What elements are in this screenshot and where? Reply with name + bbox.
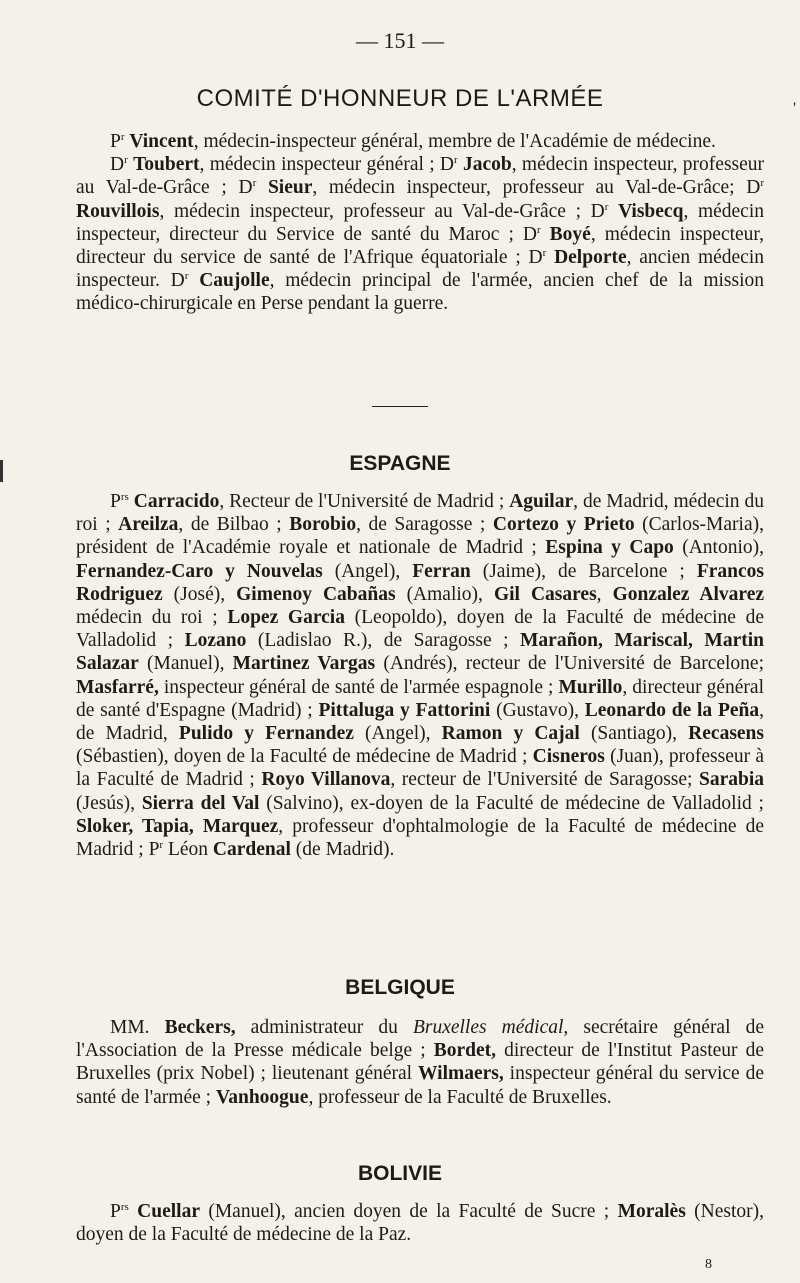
title-abbrev: r [454,154,458,167]
body-text: (Ladislao R.), de Saragosse ; [246,630,521,652]
body-text: (Salvino), ex-doyen de la Faculté de médecine de Valladolid ; [259,792,764,814]
name-text: Recasens [688,723,764,745]
body-text: (de Madrid). [290,839,395,861]
title-abbrev: r [124,154,128,167]
name-text: Pittaluga y Fattorini [318,699,491,721]
name-text: Jacob [462,154,512,176]
body-text: (Antonio), [673,537,765,559]
body-text: , médecin inspecteur, directeur du Service de santé du Maroc ; D [76,200,764,245]
name-text: Visbecq [618,200,684,222]
body-text: (José), [162,583,237,605]
name-text: Toubert [133,154,200,176]
body-text: , médecin principal de l'armée, ancien chef de la mission médico-chirurgicale en Perse pendant la guerre. [76,270,764,315]
espagne-paragraph [76,490,764,861]
name-text: Sieur [267,177,313,199]
body-text: (Gustavo), [490,699,585,721]
name-text: Delporte [554,247,627,269]
body-text: , professeur d'ophtalmologie de la Faculté de médecine de Madrid ; P [76,815,764,861]
body-text: , recteur de l'Université de Saragosse; [390,769,699,791]
body-text: , [596,583,613,605]
body-text: , médecin-inspecteur général, membre de l'Académie de médecine. [193,131,716,152]
body-text: (Jesús), [76,792,142,814]
body-text: Léon [163,839,213,861]
body-text: (Carlos-Maria), président de l'Académie royale et nationale de Madrid ; [76,514,764,559]
title-abbrev: rs [120,1201,129,1213]
name-text: Leonardo de la Peña [584,699,760,721]
body-text: D [110,154,125,176]
armee-section [76,130,764,316]
name-text: Caujolle [199,270,270,292]
name-text: Sarabia [699,769,765,791]
name-text: Sloker, Tapia, Marquez [76,815,279,837]
name-text: Vincent [129,131,194,152]
belgique-paragraph [76,1016,764,1109]
name-text: Royo Villanova [261,769,391,791]
name-text: Martinez Vargas [232,653,376,675]
name-text: Carracido [133,491,220,512]
belgique-section [76,1016,764,1109]
name-text: Borobio [289,514,357,536]
name-text: Beckers, [164,1017,236,1038]
body-text: , médecin inspecteur, professeur au Val-de-Grâce; D [312,177,761,199]
body-text: (Santiago), [579,723,689,745]
body-text [546,247,554,268]
body-text: P [110,131,121,152]
armee-paragraph-1 [76,130,764,153]
body-text: , de Saragosse ; [356,514,493,536]
italic-text: Bruxelles médical [412,1017,564,1038]
name-text: Gimenoy Cabañas [236,583,396,605]
body-text [256,177,268,198]
page-title: COMITÉ D'HONNEUR DE L'ARMÉE [196,85,604,112]
body-text: , ancien médecin inspecteur. D [76,247,764,292]
body-text: P [110,491,121,512]
heading-belgique: BELGIQUE [345,976,455,999]
page-number: — 151 — [356,28,444,53]
name-text: Moralès [617,1201,686,1222]
title-abbrev: r [184,270,189,283]
name-text: Cisneros [532,746,605,768]
body-text: , directeur général de santé d'Espagne (Madrid) ; [76,676,764,721]
heading-espagne: ESPAGNE [349,452,451,475]
name-text: Fernandez-Caro y Nouvelas [76,560,323,582]
body-text: (Amalio), [395,583,494,605]
title-abbrev: r [252,177,257,190]
body-text: (Sébastien), doyen de la Faculté de médecine de Madrid ; [76,746,533,768]
title-abbrev: r [536,223,541,236]
body-text: (Nestor), doyen de la Faculté de médecine de la Paz. [76,1201,765,1246]
name-text: Espina y Capo [545,537,674,559]
name-text: Bordet, [433,1040,497,1062]
body-text: (Andrés), recteur de l'Université de Barcelone; [375,653,764,675]
body-text: , médecin inspecteur général ; D [199,154,454,176]
body-text: (Leopoldo), doyen de la Faculté de médecine de Valladolid ; [76,607,764,652]
body-text: P [110,1201,121,1222]
name-text: Sierra del Val [141,792,260,814]
body-text: , secrétaire général de l'Association de la Presse médicale belge ; [76,1017,764,1062]
name-text: Cardenal [212,839,291,861]
signature-mark: 8 [705,1257,712,1272]
name-text: Gil Casares [493,583,597,605]
body-text [541,224,550,245]
title-abbrev: r [604,200,609,213]
name-text: Rouvillois [76,200,160,222]
body-text: , Recteur de l'Université de Madrid ; [219,491,510,512]
heading-bolivie: BOLIVIE [357,1162,442,1185]
name-text: Lopez Garcia [227,607,345,629]
bolivie-section [76,1200,764,1246]
body-text: , professeur de la Faculté de Bruxelles. [308,1086,612,1108]
name-text: Areilza [118,514,179,536]
body-text: (Manuel), ancien doyen de la Faculté de Sucre ; [200,1201,618,1222]
name-text: Aguilar [509,491,574,512]
title-abbrev: r [120,131,125,143]
title-abbrev: r [760,177,765,190]
body-text: administrateur du [235,1017,413,1038]
bolivie-paragraph [76,1200,764,1246]
name-text: Vanhoogue [215,1086,309,1108]
section-divider [372,406,428,407]
name-text: Pulido y Fernandez [178,723,354,745]
body-text: , médecin inspecteur, professeur au Val-de-Grâce ; D [159,200,605,222]
name-text: Gonzalez Alvarez [612,583,764,605]
body-text: , médecin inspecteur, professeur au Val-de-Grâce ; D [76,154,765,199]
body-text: inspecteur général du service de santé de l'armée ; [76,1063,764,1108]
armee-paragraph-2 [76,153,764,315]
name-text: Murillo [558,676,623,698]
name-text: Cuellar [137,1201,200,1222]
body-text [188,270,199,291]
body-text [129,1201,137,1222]
espagne-section [76,490,764,861]
body-text: (Juan), professeur à la Faculté de Madrid ; [76,746,765,791]
title-abbrev: r [159,839,164,852]
body-text: , de Madrid, [76,699,764,745]
body-text: (Angel), [322,560,413,582]
body-text: MM. [110,1017,165,1038]
name-text: Boyé [549,223,591,245]
title-abbrev: r [542,247,547,260]
body-text: , de Bilbao ; [178,514,290,536]
body-text: (Angel), [353,723,442,745]
name-text: Wilmaers, [418,1063,504,1085]
title-abbrev: rs [120,491,129,503]
body-text: , de Madrid, médecin du roi ; [76,491,764,536]
body-text: inspecteur général de santé de l'armée espagnole ; [158,676,559,698]
body-text: (Jaime), de Barcelone ; [470,560,697,582]
name-text: Ferran [412,560,471,582]
name-text: Francos Rodriguez [76,560,764,605]
margin-mark: ' [793,100,796,117]
body-text [608,201,618,222]
name-text: Cortezo y Prieto [492,514,635,536]
name-text: Masfarré, [76,676,159,698]
name-text: Lozano [184,630,247,652]
body-text: , médecin inspecteur, directeur du service de santé de l'Afrique équatoriale ; D [76,223,765,269]
body-text: directeur de l'Institut Pasteur de Bruxelles (prix Nobel) ; lieutenant général [76,1040,765,1085]
body-text: (Manuel), [138,653,233,675]
name-text: Marañon, Mariscal, Martin Salazar [76,630,764,675]
body-text: médecin du roi ; [76,607,228,629]
name-text: Ramon y Cajal [441,723,580,745]
